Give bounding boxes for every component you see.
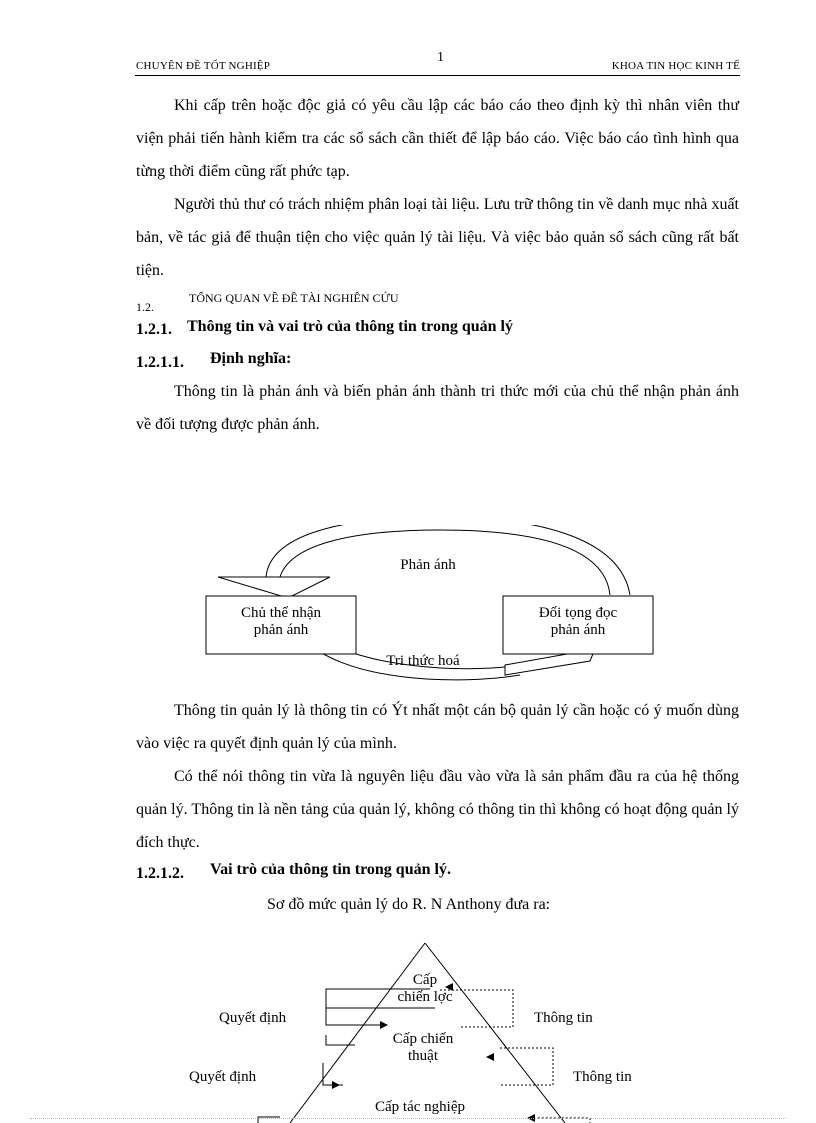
top-label: Phản ánh [400,557,456,573]
heading-1-2-title: TỔNG QUAN VỀ ĐỀ TÀI NGHIÊN CỨU [189,291,399,305]
decision-arrow-1 [326,1008,380,1025]
bottom-label: Tri thức hoá [386,653,460,669]
body-text-management [136,694,739,859]
paragraph-1: Khi cấp trên hoặc độc giả có yêu cầu lập các báo cáo theo định kỳ thì nhân viên thư viện phải tiến hành kiểm tra các sổ sách cần thiết để lập báo cáo. Việc báo cáo tình hình qua từng thời điểm cũng rất phức tạp. [136,97,739,180]
heading-1-2-1-2-title: Vai trò của thông tin trong quản lý. [210,861,451,878]
anthony-pyramid-diagram [180,935,650,1123]
reflection-cycle-diagram [200,525,670,685]
heading-1-2-1-1-number: 1.2.1.1. [136,354,184,371]
heading-1-2-1-number: 1.2.1. [136,321,172,338]
right-box-line1: Đối tọng đọc [538,605,618,621]
info-loop-2 [500,1048,553,1085]
paragraph-2: Người thủ thư có trách nhiệm phân loại tài liệu. Lưu trữ thông tin về danh mục nhà xuất bản, về tác giả để thuận tiện cho việc quản lý tài liệu. Và việc bảo quản sổ sách cũng rất bất tiện. [136,196,739,279]
right-box-line2: phản ánh [550,622,606,638]
heading-1-2-number: 1.2. [136,300,154,314]
level1-line1: Cấp [412,972,438,988]
header-right: KHOA TIN HỌC KINH TẾ [611,60,740,72]
level1-line2: chiến lợc [397,989,453,1005]
paragraph-3: Thông tin là phản ánh và biến phản ánh thành tri thức mới của chủ thể nhận phản ánh về đối tượng được phản ánh. [136,383,739,433]
header-rule [135,75,740,76]
heading-1-2-1-title: Thông tin và vai trò của thông tin trong quản lý [187,318,513,335]
decision-arrowhead-1 [380,1021,388,1029]
left-box-line2: phản ánh [253,622,309,638]
info-label-1: Thông tin [534,1010,593,1026]
level3-label: Cấp tác nghiệp [375,1099,465,1115]
paragraph-4: Thông tin quản lý là thông tin có Ýt nhất một cán bộ quản lý cần hoặc có ý muốn dùng vào việc ra quyết định quản lý của mình. [136,702,739,752]
decision-label-2: Quyết định [189,1069,257,1085]
paragraph-5: Có thể nói thông tin vừa là nguyên liệu đầu vào vừa là sản phẩm đầu ra của hệ thống quản lý. Thông tin là nền tảng của quản lý, không có thông tin thì không có hoạt động quản lý đích thực. [136,768,739,851]
level2-line1: Cấp chiến [392,1031,454,1047]
page-number: 1 [437,50,444,65]
body-text-definition [136,375,739,441]
heading-1-2-1-1-title: Định nghĩa: [210,350,292,367]
page-bottom-guide [30,1118,786,1119]
level2-line2: thuật [408,1048,438,1064]
body-text-top [136,89,739,287]
info-arrowhead-2 [486,1053,494,1061]
header-left: CHUYÊN ĐỀ TỐT NGHIỆP [136,60,271,72]
decision-arrowhead-2 [332,1081,340,1089]
info-label-2: Thông tin [573,1069,632,1085]
heading-1-2-1-2-number: 1.2.1.2. [136,865,184,882]
decision-label-1: Quyết định [219,1010,287,1026]
decision-loop-2-top [326,1035,355,1045]
left-box-line1: Chủ thể nhận [241,605,321,621]
anthony-caption: Sơ đồ mức quản lý do R. N Anthony đưa ra: [267,896,551,913]
top-arrowhead [218,577,330,598]
